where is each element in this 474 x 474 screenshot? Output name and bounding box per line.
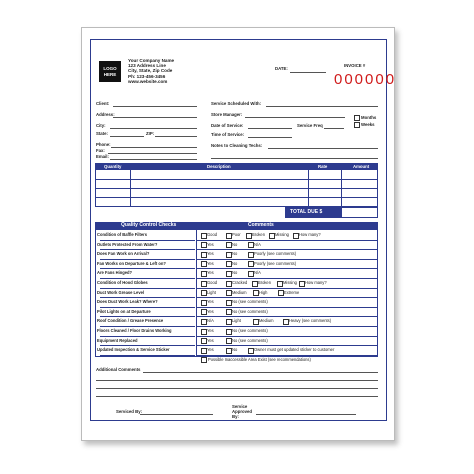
logo-placeholder [99, 61, 121, 82]
company-city: City, State, Zip Code [128, 68, 173, 74]
qc-row-separator [100, 278, 195, 279]
table-row-line [95, 188, 378, 189]
qc-row-label: Are Fans Hinged? [97, 270, 133, 276]
logo-text: LOGO HERE [103, 66, 117, 77]
qc-option-label: Yes [207, 241, 214, 247]
date-label: DATE: [275, 66, 288, 71]
email-label: Email: [96, 154, 109, 159]
qc-row-separator [197, 288, 378, 289]
serviced-by-field[interactable] [140, 414, 213, 415]
date-line[interactable] [290, 72, 326, 73]
qc-option-label: Owner must get updated sticker to customer [254, 347, 335, 353]
fax-label: Fax: [96, 148, 105, 153]
qc-row-label: Condition of Baffle Filters [97, 232, 148, 237]
qc-option-label: Medium [259, 318, 274, 324]
invoice-number: 000000 [334, 71, 397, 88]
store-manager-field[interactable] [245, 117, 345, 118]
qc-row-separator [197, 249, 378, 250]
table-row-line [95, 179, 378, 180]
comments-line-3[interactable] [96, 388, 378, 389]
time-of-service-label: Time of Service: [211, 132, 245, 137]
qc-option-label: Good [207, 280, 218, 285]
qc-row-separator [197, 278, 378, 279]
qc-title: Quality Control Checks [121, 222, 177, 228]
scheduled-with-field[interactable] [266, 106, 378, 107]
weeks-checkbox[interactable] [354, 122, 360, 128]
email-field[interactable] [110, 159, 197, 160]
qc-option-label: No [232, 270, 238, 276]
qc-option-label: N/A [207, 318, 214, 324]
date-of-service-label: Date of Service: [211, 123, 244, 128]
city-label: City: [96, 123, 106, 128]
qc-option-label: Broken [258, 280, 271, 285]
qc-option-label: Yes [207, 270, 214, 276]
notes-field-2[interactable] [211, 158, 378, 159]
qc-option-label: N/A [254, 241, 261, 247]
company-web: www.website.com [128, 78, 168, 84]
state-label: State: [96, 131, 108, 136]
qc-row-separator [197, 345, 378, 346]
qc-row-separator [197, 316, 378, 317]
qc-row-separator [100, 316, 195, 317]
qc-row-separator [100, 345, 195, 346]
inaccessible-area-checkbox[interactable] [201, 357, 207, 363]
qc-option-label: Light [207, 289, 216, 295]
qc-option-label: No [232, 251, 238, 257]
qc-option-label: Heavy (see comments) [289, 318, 332, 324]
qc-option-label: No (see comments) [232, 299, 268, 305]
qc-row-separator [100, 355, 195, 356]
qc-option-label: How many? [299, 232, 321, 237]
qc-option-label: Light [232, 318, 241, 324]
comments-line-1[interactable] [143, 372, 378, 373]
qc-row-label: Floors Cleaned / Floor Drains Working [97, 328, 172, 333]
qc-option-label: Extreme [284, 289, 300, 295]
qc-row-separator [100, 240, 195, 241]
col-divider [130, 163, 131, 207]
zip-label: ZIP: [146, 131, 155, 136]
qc-row-label: Updated Inspection & Service Sticker [97, 347, 170, 353]
qc-option-label: No [232, 347, 238, 353]
qc-option-label: No (see comments) [232, 308, 268, 314]
address-field[interactable] [113, 117, 197, 118]
date-of-service-field[interactable] [248, 128, 292, 129]
address-label: Address: [96, 112, 115, 117]
qc-row-separator [197, 297, 378, 298]
months-checkbox[interactable] [354, 115, 360, 121]
table-row-line [95, 197, 378, 198]
fax-field[interactable] [108, 153, 197, 154]
qc-option-label: No [232, 241, 238, 247]
description-header: Description [207, 164, 231, 169]
service-approved-by-label: Service Approved By: [232, 404, 253, 419]
qc-option-label: Yes [207, 308, 214, 314]
comments-line-2[interactable] [96, 380, 378, 381]
quantity-header: Quantity [104, 164, 122, 169]
qc-option-label: Broken [252, 232, 265, 237]
approved-by-field[interactable] [256, 414, 356, 415]
client-field[interactable] [113, 106, 197, 107]
qc-row-label: Equipment Replaced [97, 337, 138, 343]
service-freq-field[interactable] [324, 128, 344, 129]
total-due-label: TOTAL DUE $ [290, 209, 323, 215]
time-of-service-field[interactable] [248, 137, 292, 138]
serviced-by-label: Serviced By: [116, 409, 143, 414]
total-due-field[interactable] [341, 207, 378, 218]
qc-option-label: No (see comments) [232, 328, 268, 333]
qc-option-label: No [232, 260, 238, 266]
amount-header: Amount [353, 164, 370, 169]
invoice-label: INVOICE # [344, 63, 366, 68]
rate-header: Rate [318, 164, 328, 169]
qc-option-label: Cracked [232, 280, 248, 285]
weeks-label: Weeks [361, 122, 375, 127]
col-divider [341, 163, 342, 207]
comments-line-4[interactable] [96, 396, 378, 397]
qc-option-label: Medium [232, 289, 247, 295]
qc-row-label: Pilot Lights on at Departure [97, 308, 151, 314]
qc-option-label: No (see comments) [232, 337, 268, 343]
qc-row-separator [197, 355, 378, 356]
store-manager-label: Store Manager: [211, 112, 243, 117]
company-phone: Ph: 123-456-3456 [128, 73, 166, 79]
months-label: Months [361, 115, 377, 120]
qc-option-label: Poorly (see comments) [254, 260, 297, 266]
qc-row-label: Condition of Hood Globes [97, 280, 148, 285]
qc-row-label: Does Duct Work Leak? Where? [97, 299, 158, 305]
qc-option-label: Yes [207, 299, 214, 305]
qc-option-label: Good [207, 232, 218, 237]
state-field[interactable] [110, 136, 144, 137]
qc-option-label: Yes [207, 347, 214, 353]
qc-row-separator [100, 259, 195, 260]
qc-row-separator [100, 288, 195, 289]
qc-row-label: Does Fan Work on Arrival? [97, 251, 150, 257]
qc-row-separator [197, 240, 378, 241]
qc-row-separator [100, 307, 195, 308]
qc-option-label: Missing [283, 280, 297, 285]
qc-row-label: Outlets Protected From Water? [97, 241, 158, 247]
qc-option-label: How many? [305, 280, 327, 285]
qc-row-separator [197, 336, 378, 337]
company-name: Your Company Name [128, 58, 175, 63]
qc-option-label: High [259, 289, 268, 295]
inaccessible-area-label: Possible Inaccessible Area Exist (see recommendations) [208, 357, 311, 362]
qc-option-label: Poor [232, 232, 241, 237]
qc-option-label: N/A [254, 270, 261, 276]
phone-label: Phone: [96, 142, 111, 147]
zip-field[interactable] [155, 136, 197, 137]
qc-row-separator [197, 326, 378, 327]
qc-row-separator [197, 268, 378, 269]
service-freq-label: Service Freq [297, 123, 323, 128]
qc-row-label: Roof Condition / Grease Presence [97, 318, 164, 324]
items-table-header [95, 163, 378, 170]
client-label: Client: [96, 101, 110, 106]
company-info [128, 58, 174, 84]
qc-option-label: Yes [207, 328, 214, 333]
qc-row-separator [100, 326, 195, 327]
qc-row-separator [100, 268, 195, 269]
qc-row-separator [197, 307, 378, 308]
company-address: 123 Address Line [128, 63, 166, 69]
qc-option-label: Yes [207, 260, 214, 266]
qc-row-separator [197, 259, 378, 260]
qc-option-label: Missing [275, 232, 289, 237]
col-divider [308, 163, 309, 207]
qc-row-label: Duct Work Grease Level [97, 289, 145, 295]
qc-option-label: Yes [207, 337, 214, 343]
scheduled-with-label: Service Scheduled With: [211, 101, 262, 106]
qc-row-label: Fan Works on Departure & Left on? [97, 260, 166, 266]
phone-field[interactable] [111, 147, 197, 148]
qc-row-separator [100, 336, 195, 337]
additional-comments-label: Additional Comments [96, 367, 141, 372]
qc-option-label: Poorly (see comments) [254, 251, 297, 257]
notes-label: Notes to Cleaning Techs: [211, 143, 263, 148]
qc-row-separator [100, 249, 195, 250]
qc-option-label: Yes [207, 251, 214, 257]
qc-row-separator [100, 297, 195, 298]
city-field[interactable] [110, 128, 197, 129]
notes-field-1[interactable] [268, 148, 378, 149]
qc-comments-title: Comments [248, 222, 274, 228]
